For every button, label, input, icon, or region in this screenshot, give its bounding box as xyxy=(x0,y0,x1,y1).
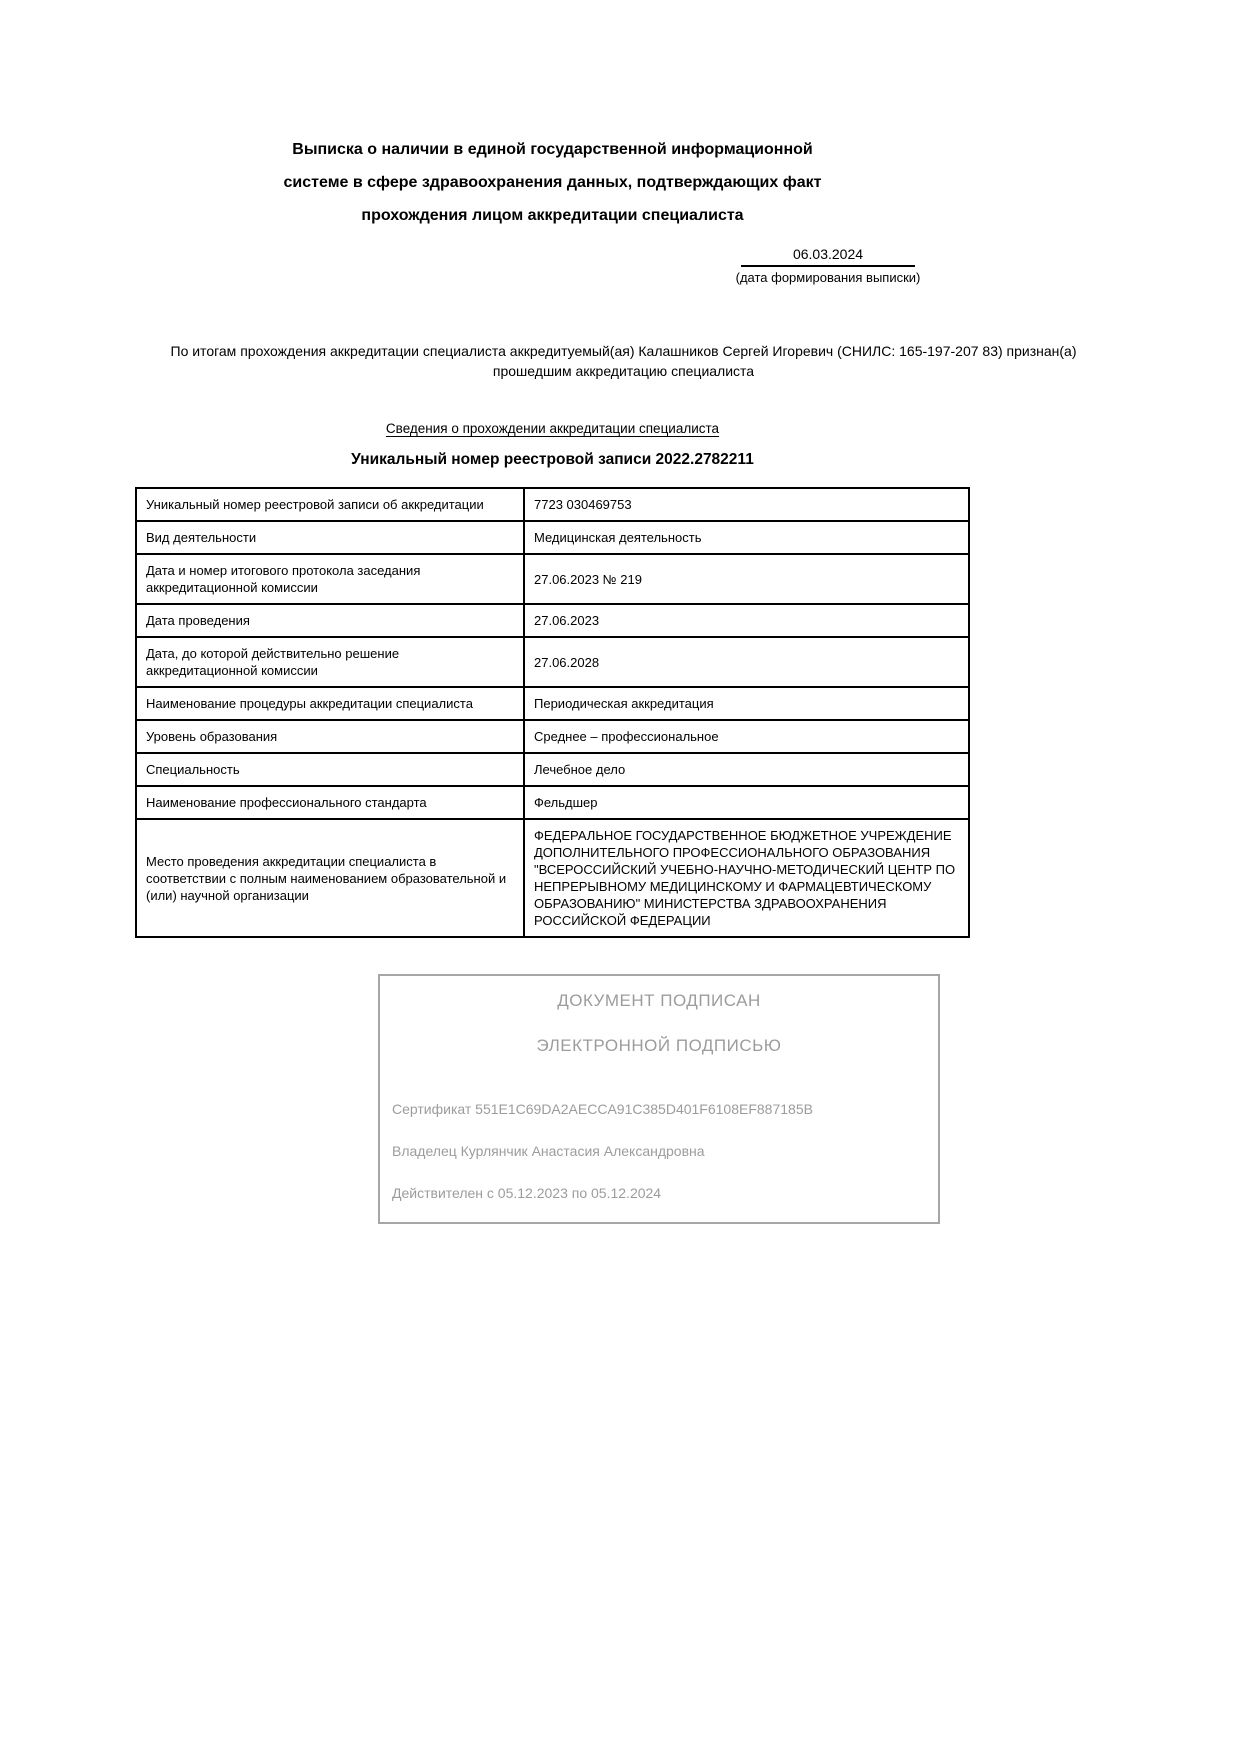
field-label: Наименование профессионального стандарта xyxy=(136,786,524,819)
field-label: Уровень образования xyxy=(136,720,524,753)
field-value: Периодическая аккредитация xyxy=(524,687,969,720)
formation-date-caption: (дата формирования выписки) xyxy=(735,270,921,285)
field-label: Дата и номер итогового протокола заседания аккредитационной комиссии xyxy=(136,554,524,604)
field-value: 7723 030469753 xyxy=(524,488,969,521)
signature-validity: Действителен с 05.12.2023 по 05.12.2024 xyxy=(392,1185,662,1201)
field-value: 27.06.2028 xyxy=(524,637,969,687)
field-label: Дата, до которой действительно решение аккредитационной комиссии xyxy=(136,637,524,687)
signature-title-line-2: ЭЛЕКТРОННОЙ ПОДПИСЬЮ xyxy=(536,1036,782,1055)
table-row xyxy=(136,604,969,637)
field-value: Среднее – профессиональное xyxy=(524,720,969,753)
table-row xyxy=(136,554,969,604)
section-heading-text: Сведения о прохождении аккредитации специалиста xyxy=(385,421,720,436)
table-row xyxy=(136,786,969,819)
intro-paragraph: По итогам прохождения аккредитации специалиста аккредитуемый(ая) Калашников Сергей Игоревич (СНИЛС: 165-197-207 83) признан(а) прошедшим аккредитацию специалиста xyxy=(170,343,1077,379)
field-label: Вид деятельности xyxy=(136,521,524,554)
field-label: Дата проведения xyxy=(136,604,524,637)
table-row xyxy=(136,637,969,687)
section-heading xyxy=(135,421,970,436)
signature-owner: Владелец Курлянчик Анастасия Александровна xyxy=(392,1143,705,1159)
electronic-signature-box xyxy=(378,974,940,1224)
document-title-line-3: прохождения лицом аккредитации специалиста xyxy=(361,207,744,224)
table-row xyxy=(136,720,969,753)
field-label: Уникальный номер реестровой записи об аккредитации xyxy=(136,488,524,521)
signature-certificate: Сертификат 551E1C69DA2AECCA91C385D401F6108EF887185B xyxy=(392,1101,813,1117)
field-label: Место проведения аккредитации специалиста в соответствии с полным наименованием образовательной и (или) научной организации xyxy=(136,819,524,937)
field-value: Фельдшер xyxy=(524,786,969,819)
field-label: Наименование процедуры аккредитации специалиста xyxy=(136,687,524,720)
field-value: 27.06.2023 № 219 xyxy=(524,554,969,604)
formation-date-block xyxy=(698,246,958,285)
document-title-line-1: Выписка о наличии в единой государственной информационной xyxy=(292,141,813,158)
formation-date: 06.03.2024 xyxy=(741,246,915,267)
table-row xyxy=(136,521,969,554)
document-title xyxy=(135,133,970,232)
table-row xyxy=(136,687,969,720)
table-row xyxy=(136,753,969,786)
signature-title-line-1: ДОКУМЕНТ ПОДПИСАН xyxy=(557,991,761,1010)
field-value: 27.06.2023 xyxy=(524,604,969,637)
accreditation-table xyxy=(135,487,970,938)
table-row xyxy=(136,819,969,937)
field-value: ФЕДЕРАЛЬНОЕ ГОСУДАРСТВЕННОЕ БЮДЖЕТНОЕ УЧРЕЖДЕНИЕ ДОПОЛНИТЕЛЬНОГО ПРОФЕССИОНАЛЬНОГО ОБРАЗОВАНИЯ "ВСЕРОССИЙСКИЙ УЧЕБНО-НАУЧНО-МЕТОДИЧЕСКИЙ ЦЕНТР ПО НЕПРЕРЫВНОМУ МЕДИЦИНСКОМУ И ФАРМАЦЕВТИЧЕСКОМУ ОБРАЗОВАНИЮ" МИНИСТЕРСТВА ЗДРАВООХРАНЕНИЯ РОССИЙСКОЙ ФЕДЕРАЦИИ xyxy=(524,819,969,937)
field-value: Медицинская деятельность xyxy=(524,521,969,554)
table-row xyxy=(136,488,969,521)
field-value: Лечебное дело xyxy=(524,753,969,786)
document-title-line-2: системе в сфере здравоохранения данных, подтверждающих факт xyxy=(283,174,822,191)
registry-number-heading: Уникальный номер реестровой записи 2022.2782211 xyxy=(351,451,754,468)
field-label: Специальность xyxy=(136,753,524,786)
